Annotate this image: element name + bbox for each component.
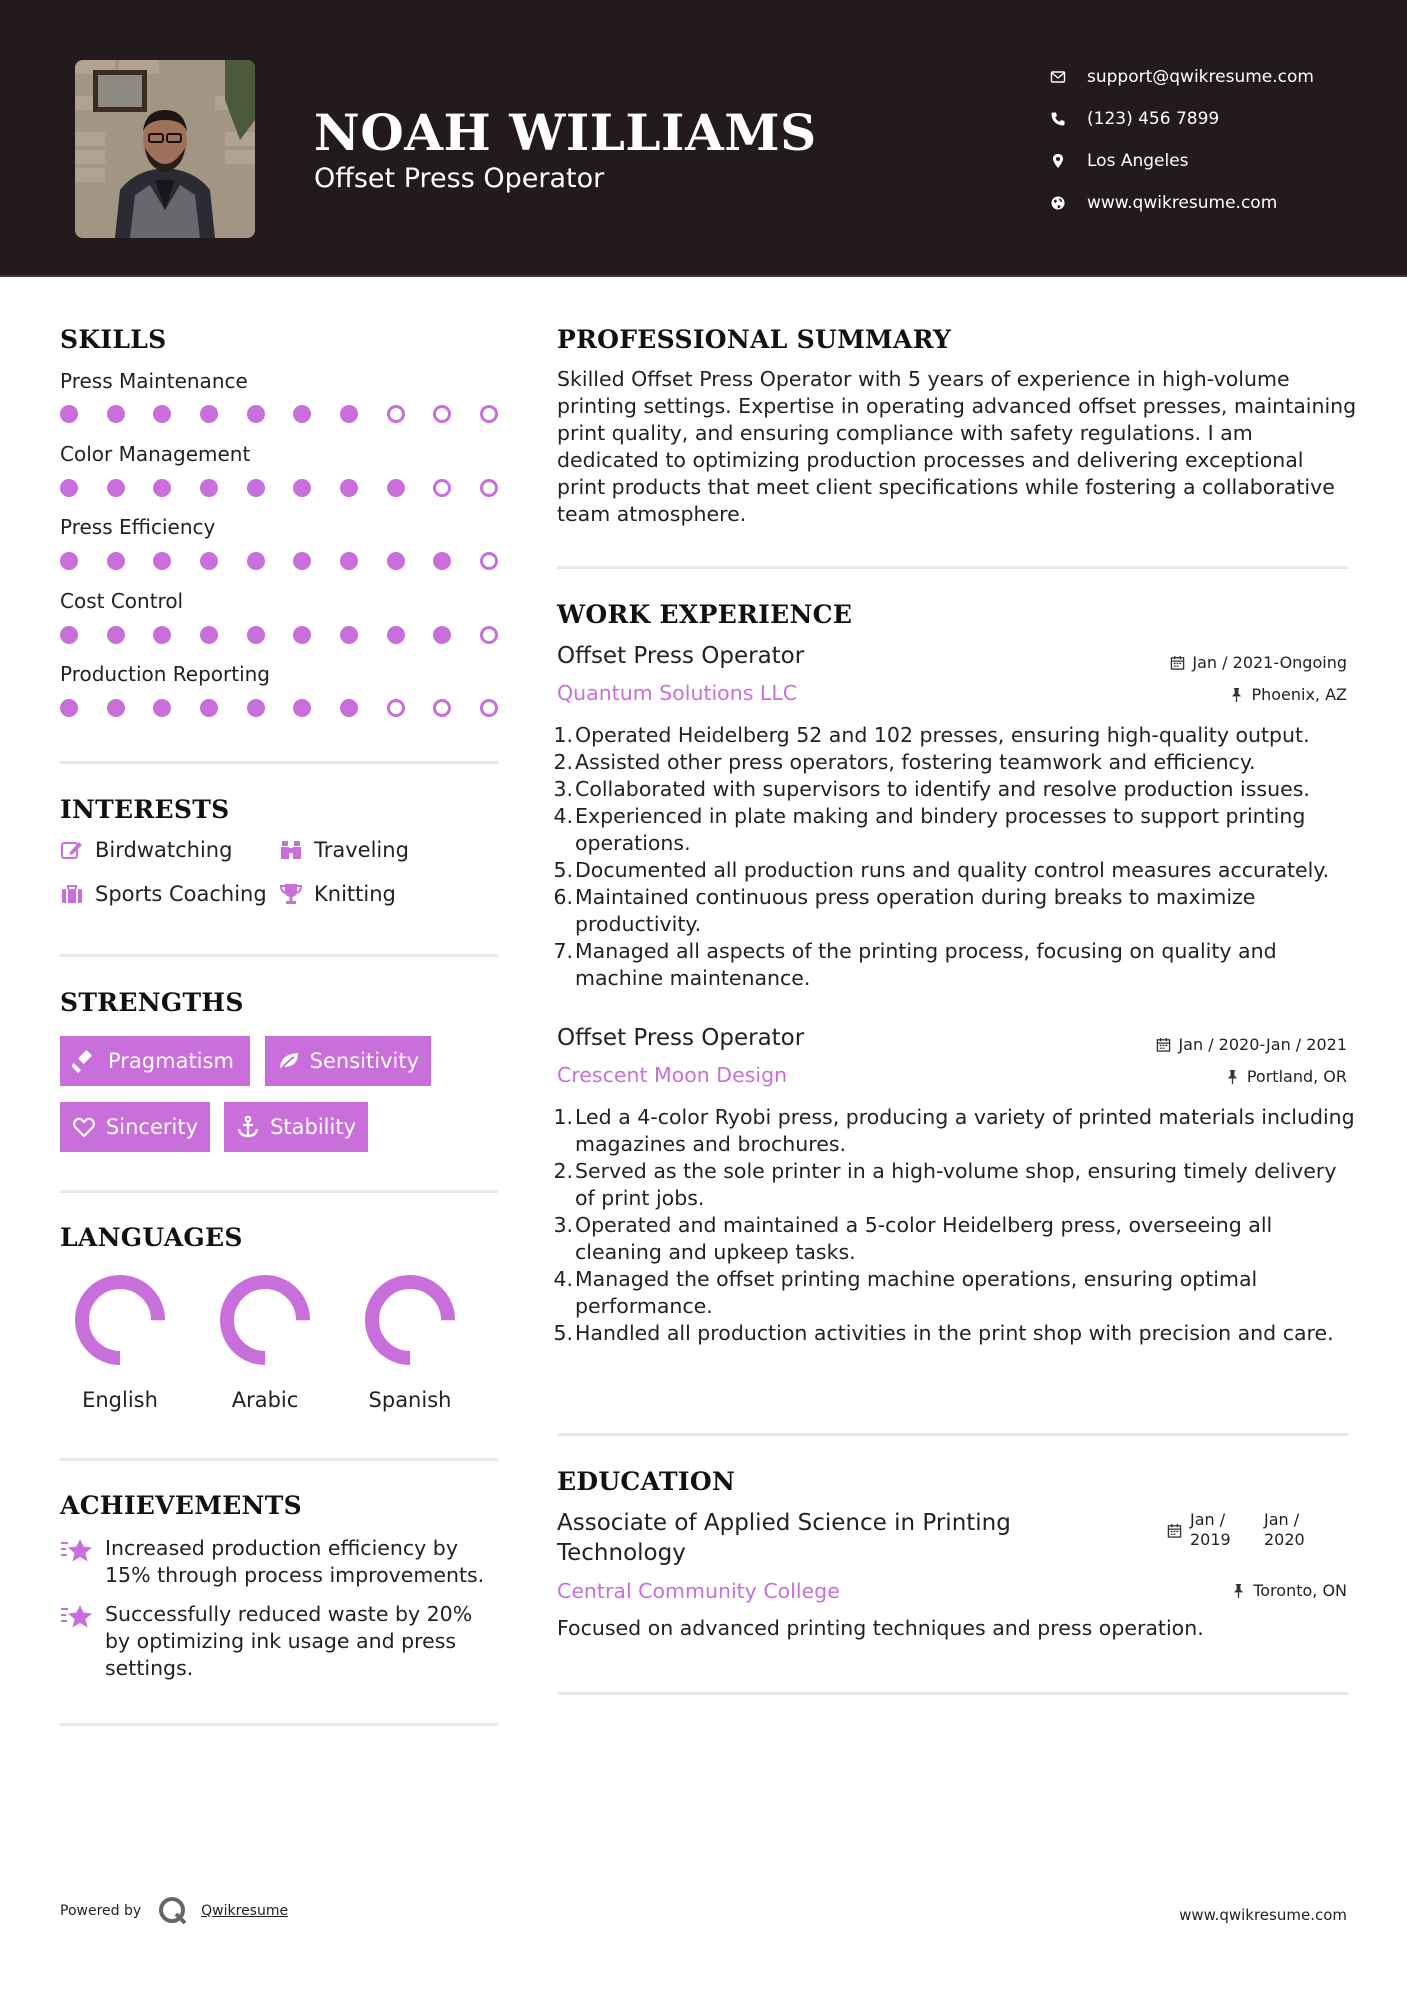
bullet-item: 1. Operated Heidelberg 52 and 102 presses, ensuring high-quality output. [553, 723, 1310, 747]
gavel-icon [72, 1049, 108, 1073]
strength-tag [60, 1036, 250, 1086]
strength-label: Stability [270, 1115, 356, 1139]
language-item [205, 1270, 325, 1412]
resume-header [0, 0, 1407, 277]
language-gauge [70, 1270, 170, 1370]
skill-rating [60, 479, 498, 497]
qwikresume-link[interactable]: Qwikresume [201, 1903, 289, 1919]
degree-title-continued: Technology [557, 1540, 686, 1566]
qwikresume-logo-icon [157, 1895, 189, 1927]
education-heading: EDUCATION [557, 1467, 736, 1496]
job-dates [1156, 1035, 1347, 1054]
bullet-item: 5. Documented all production runs and quality control measures accurately. [553, 858, 1330, 882]
interests-heading: INTERESTS [60, 795, 230, 824]
education-start-year: 2019 [1190, 1530, 1231, 1549]
achievement-text: Increased production efficiency by 15% through process improvements. [105, 1536, 485, 1587]
skill-name: Production Reporting [60, 662, 270, 686]
education-location-text: Toronto, ON [1253, 1581, 1347, 1600]
achievements-heading: ACHIEVEMENTS [60, 1491, 302, 1520]
star-icon [60, 1601, 105, 1682]
interest-label: Sports Coaching [95, 882, 267, 906]
bullet-item: 5. Handled all production activities in the print shop with precision and care. [553, 1321, 1334, 1345]
rating-dot-filled [107, 699, 125, 717]
language-level-arc [372, 1282, 448, 1358]
footer-website[interactable]: www.qwikresume.com [1179, 1906, 1347, 1924]
interest-label: Knitting [314, 882, 396, 906]
strength-tag [224, 1102, 368, 1152]
company-name: Quantum Solutions LLC [557, 681, 798, 705]
achievement-item [60, 1601, 500, 1682]
strength-label: Sincerity [105, 1115, 198, 1139]
powered-by-label: Powered by [60, 1903, 142, 1919]
language-label: Spanish [368, 1388, 452, 1412]
school-name: Central Community College [557, 1579, 840, 1603]
globe-icon [1050, 195, 1087, 211]
achievement-text: Successfully reduced waste by 20% by optimizing ink usage and press settings. [105, 1602, 473, 1680]
rating-dot-filled [247, 626, 265, 644]
rating-dot-filled [340, 626, 358, 644]
rating-dot-empty [480, 626, 498, 644]
rating-dot-filled [107, 626, 125, 644]
education-end-month: Jan / [1264, 1510, 1300, 1529]
education-start [1190, 1510, 1264, 1550]
anchor-icon [236, 1115, 270, 1139]
skill-name: Cost Control [60, 589, 184, 613]
education-end [1264, 1510, 1305, 1550]
rating-dot-empty [433, 405, 451, 423]
pencil-square-icon [60, 838, 95, 862]
strength-label: Sensitivity [309, 1049, 419, 1073]
rating-dot-filled [153, 699, 171, 717]
skill-rating [60, 552, 498, 570]
calendar-icon [1170, 655, 1185, 670]
candidate-name: NOAH WILLIAMS [314, 103, 817, 162]
job-location [1225, 1067, 1347, 1086]
interest-label: Birdwatching [95, 838, 233, 862]
bullet-item: 6. Maintained continuous press operation during breaks to maximize productivity. [553, 885, 1256, 936]
job-dates-text: Jan / 2020-Jan / 2021 [1178, 1035, 1347, 1054]
rating-dot-empty [387, 405, 405, 423]
interest-label: Traveling [314, 838, 409, 862]
trophy-icon [279, 882, 314, 906]
skill-rating [60, 405, 498, 423]
rating-dot-empty [387, 699, 405, 717]
rating-dot-filled [340, 552, 358, 570]
briefcase-icon [60, 882, 95, 906]
language-item [350, 1270, 470, 1412]
rating-dot-empty [433, 699, 451, 717]
rating-dot-filled [293, 479, 311, 497]
contact-email[interactable] [1050, 56, 1380, 98]
section-divider [557, 566, 1348, 569]
star-icon [60, 1535, 105, 1589]
rating-dot-filled [200, 552, 218, 570]
contact-location-text: Los Angeles [1087, 151, 1189, 171]
rating-dot-filled [60, 552, 78, 570]
job-location-text: Phoenix, AZ [1251, 685, 1347, 704]
rating-dot-filled [60, 626, 78, 644]
rating-dot-filled [293, 699, 311, 717]
job-title: Offset Press Operator [557, 643, 805, 669]
interest-item [279, 882, 396, 906]
contact-email-text: support@qwikresume.com [1087, 67, 1314, 87]
job-location-text: Portland, OR [1246, 1067, 1347, 1086]
language-item [60, 1270, 180, 1412]
skill-name: Color Management [60, 442, 251, 466]
contact-location [1050, 140, 1380, 182]
calendar-icon [1167, 1523, 1182, 1538]
job-bullets [553, 722, 1357, 992]
rating-dot-filled [200, 479, 218, 497]
language-label: Arabic [231, 1388, 299, 1412]
rating-dot-filled [60, 699, 78, 717]
skill-name: Press Efficiency [60, 515, 216, 539]
rating-dot-filled [340, 479, 358, 497]
rating-dot-filled [387, 626, 405, 644]
heart-icon [72, 1115, 106, 1139]
rating-dot-filled [247, 699, 265, 717]
rating-dot-filled [293, 552, 311, 570]
rating-dot-filled [153, 479, 171, 497]
strengths-heading: STRENGTHS [60, 988, 244, 1017]
pushpin-icon [1225, 1069, 1240, 1084]
rating-dot-filled [387, 479, 405, 497]
education-dates [1167, 1510, 1305, 1550]
rating-dot-empty [480, 479, 498, 497]
rating-dot-empty [480, 699, 498, 717]
rating-dot-filled [153, 626, 171, 644]
job-location [1229, 685, 1347, 704]
rating-dot-filled [153, 405, 171, 423]
education-description: Focused on advanced printing techniques and press operation. [557, 1616, 1204, 1640]
pushpin-icon [1231, 1583, 1246, 1598]
rating-dot-filled [107, 479, 125, 497]
section-divider [557, 1692, 1348, 1695]
section-divider [60, 1458, 498, 1461]
rating-dot-filled [340, 699, 358, 717]
rating-dot-empty [480, 405, 498, 423]
rating-dot-filled [293, 626, 311, 644]
bullet-item: 1. Led a 4-color Ryobi press, producing a variety of printed materials including magazines and brochures. [553, 1105, 1355, 1156]
section-divider [60, 761, 498, 764]
rating-dot-filled [60, 405, 78, 423]
rating-dot-filled [433, 552, 451, 570]
phone-icon [1050, 111, 1087, 127]
bullet-item: 3. Collaborated with supervisors to identify and resolve production issues. [553, 777, 1310, 801]
rating-dot-filled [107, 405, 125, 423]
rating-dot-filled [387, 552, 405, 570]
section-divider [60, 1190, 498, 1193]
calendar-icon [1156, 1037, 1171, 1052]
section-divider [60, 1723, 498, 1726]
strength-tag [265, 1036, 431, 1086]
job-dates [1170, 653, 1347, 672]
job-dates-text: Jan / 2021-Ongoing [1192, 653, 1347, 672]
bullet-item: 7. Managed all aspects of the printing process, focusing on quality and machine maintenance. [553, 939, 1277, 990]
section-divider [60, 954, 498, 957]
map-pin-icon [1050, 153, 1087, 169]
contact-list [1050, 56, 1380, 224]
contact-website-text: www.qwikresume.com [1087, 193, 1278, 213]
language-level-arc [82, 1282, 158, 1358]
language-gauge [215, 1270, 315, 1370]
rating-dot-filled [200, 626, 218, 644]
rating-dot-filled [247, 552, 265, 570]
bullet-item: 4. Managed the offset printing machine operations, ensuring optimal performance. [553, 1267, 1258, 1318]
interest-item [279, 838, 409, 862]
strength-label: Pragmatism [108, 1049, 234, 1073]
skill-rating [60, 626, 498, 644]
bullet-item: 2. Assisted other press operators, fostering teamwork and efficiency. [553, 750, 1256, 774]
leaf-icon [277, 1049, 310, 1073]
rating-dot-filled [153, 552, 171, 570]
profile-photo [75, 60, 255, 238]
binoculars-icon [279, 838, 314, 862]
contact-website[interactable] [1050, 182, 1380, 224]
rating-dot-filled [433, 626, 451, 644]
bullet-item: 2. Served as the sole printer in a high-volume shop, ensuring timely delivery of print jobs. [553, 1159, 1337, 1210]
language-level-arc [227, 1282, 303, 1358]
experience-heading: WORK EXPERIENCE [557, 600, 853, 629]
language-gauge [360, 1270, 460, 1370]
rating-dot-filled [247, 479, 265, 497]
degree-title: Associate of Applied Science in Printing [557, 1510, 1011, 1536]
rating-dot-filled [293, 405, 311, 423]
bullet-item: 4. Experienced in plate making and bindery processes to support printing operations. [553, 804, 1306, 855]
envelope-icon [1050, 69, 1087, 85]
skill-rating [60, 699, 498, 717]
rating-dot-filled [200, 699, 218, 717]
candidate-title: Offset Press Operator [314, 163, 605, 194]
education-location [1231, 1581, 1347, 1600]
interest-item [60, 882, 267, 906]
languages-heading: LANGUAGES [60, 1223, 243, 1252]
contact-phone-text: (123) 456 7899 [1087, 109, 1220, 129]
rating-dot-empty [480, 552, 498, 570]
summary-heading: PROFESSIONAL SUMMARY [557, 325, 952, 354]
rating-dot-empty [433, 479, 451, 497]
contact-phone[interactable] [1050, 98, 1380, 140]
pushpin-icon [1229, 687, 1244, 702]
strength-tag [60, 1102, 210, 1152]
rating-dot-filled [107, 552, 125, 570]
language-label: English [82, 1388, 158, 1412]
job-bullets [553, 1104, 1357, 1347]
job-title: Offset Press Operator [557, 1025, 805, 1051]
skill-name: Press Maintenance [60, 369, 248, 393]
company-name: Crescent Moon Design [557, 1063, 788, 1087]
rating-dot-filled [60, 479, 78, 497]
rating-dot-filled [340, 405, 358, 423]
footer-powered-by [60, 1895, 288, 1927]
achievement-item [60, 1535, 500, 1589]
education-end-year: 2020 [1264, 1530, 1305, 1549]
summary-text: Skilled Offset Press Operator with 5 years of experience in high-volume printing settings. Expertise in operating advanced offset presses, maintaining print quality, and ensuring compliance with safety regulations. I am dedicated to optimizing production processes and delivering exceptional print products that meet client specifications while fostering a collaborative team atmosphere. [557, 367, 1357, 526]
rating-dot-filled [200, 405, 218, 423]
interest-item [60, 838, 232, 862]
section-divider [557, 1433, 1348, 1436]
education-start-month: Jan / [1190, 1510, 1226, 1529]
skills-heading: SKILLS [60, 325, 167, 354]
rating-dot-filled [247, 405, 265, 423]
bullet-item: 3. Operated and maintained a 5-color Heidelberg press, overseeing all cleaning and upkeep tasks. [553, 1213, 1273, 1264]
